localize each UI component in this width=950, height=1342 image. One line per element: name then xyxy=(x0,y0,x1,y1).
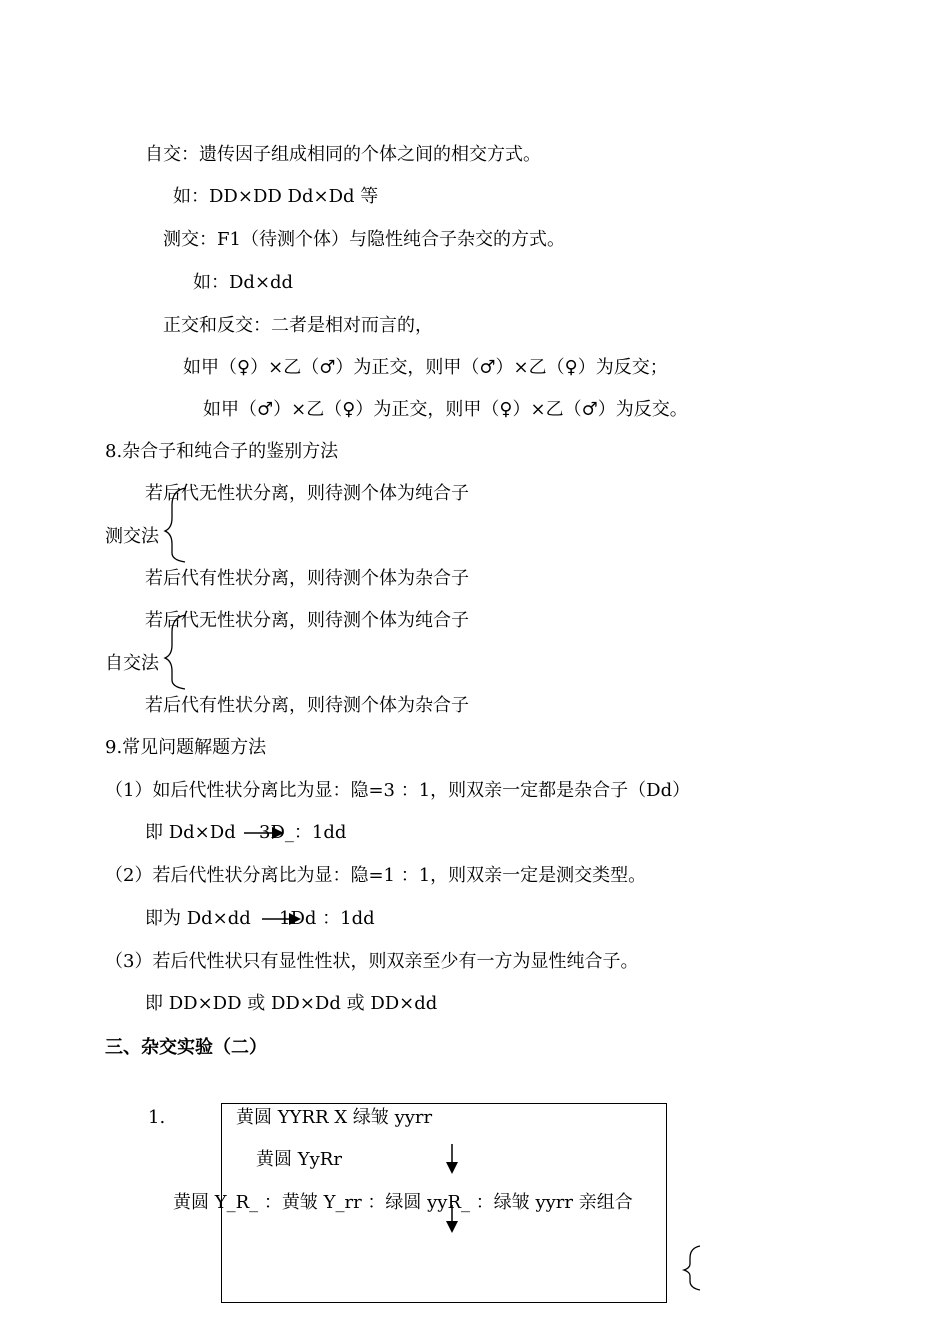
selfcross-lower: 若后代有性状分离，则待测个体为杂合子 xyxy=(145,695,469,716)
cross-parents: 黄圆 YYRR X 绿皱 yyrr xyxy=(236,1107,433,1128)
testcross-lower: 若后代有性状分离，则待测个体为杂合子 xyxy=(145,568,469,589)
cross-number: 1. xyxy=(148,1107,166,1128)
brace-left-icon xyxy=(165,488,186,562)
point-1: （1）如后代性状分离比为显：隐=3 ：1，则双亲一定都是杂合子（Dd） xyxy=(105,780,691,801)
point-2-eq-right: 1Dd ：1dd xyxy=(279,908,375,929)
heading-9: 9.常见问题解题方法 xyxy=(105,737,267,758)
line-test-cross-def: 测交：F1（待测个体）与隐性纯合子杂交的方式。 xyxy=(163,229,565,250)
selfcross-upper: 若后代无性状分离，则待测个体为纯合子 xyxy=(145,610,469,631)
line-self-cross-def: 自交：遗传因子组成相同的个体之间的相交方式。 xyxy=(145,144,541,165)
line-self-cross-example: 如：DD×DD Dd×Dd 等 xyxy=(173,186,379,207)
line-reciprocal-example-2: 如甲（♂）×乙（♀）为正交，则甲（♀）×乙（♂）为反交。 xyxy=(203,399,688,420)
testcross-upper: 若后代无性状分离，则待测个体为纯合子 xyxy=(145,483,469,504)
line-reciprocal-example-1: 如甲（♀）×乙（♂）为正交，则甲（♂）×乙（♀）为反交； xyxy=(183,357,668,378)
testcross-label: 测交法 xyxy=(105,526,159,547)
brace-left-icon xyxy=(684,1246,700,1290)
point-2-eq-left: 即为 Dd×dd xyxy=(145,908,251,929)
point-3-eq: 即 DD×DD 或 DD×Dd 或 DD×dd xyxy=(145,993,438,1014)
selfcross-label: 自交法 xyxy=(105,653,159,674)
point-1-eq-right: 3D_：1dd xyxy=(259,822,347,843)
point-1-eq-left: 即 Dd×Dd xyxy=(145,822,236,843)
line-test-cross-example: 如：Dd×dd xyxy=(193,272,294,293)
brace-left-icon xyxy=(165,615,186,689)
line-reciprocal-def: 正交和反交：二者是相对而言的， xyxy=(163,315,433,336)
cross-f2: 黄圆 Y_R_ ：黄皱 Y_rr ：绿圆 yyR_ ：绿皱 yyrr 亲组合 xyxy=(173,1192,633,1213)
point-3: （3）若后代性状只有显性性状，则双亲至少有一方为显性纯合子。 xyxy=(105,951,639,972)
heading-8: 8.杂合子和纯合子的鉴别方法 xyxy=(105,441,339,462)
point-2: （2）若后代性状分离比为显：隐=1 ：1，则双亲一定是测交类型。 xyxy=(105,865,647,886)
cross-f1: 黄圆 YyRr xyxy=(256,1149,342,1170)
heading-section-3: 三、杂交实验（二） xyxy=(105,1037,267,1058)
